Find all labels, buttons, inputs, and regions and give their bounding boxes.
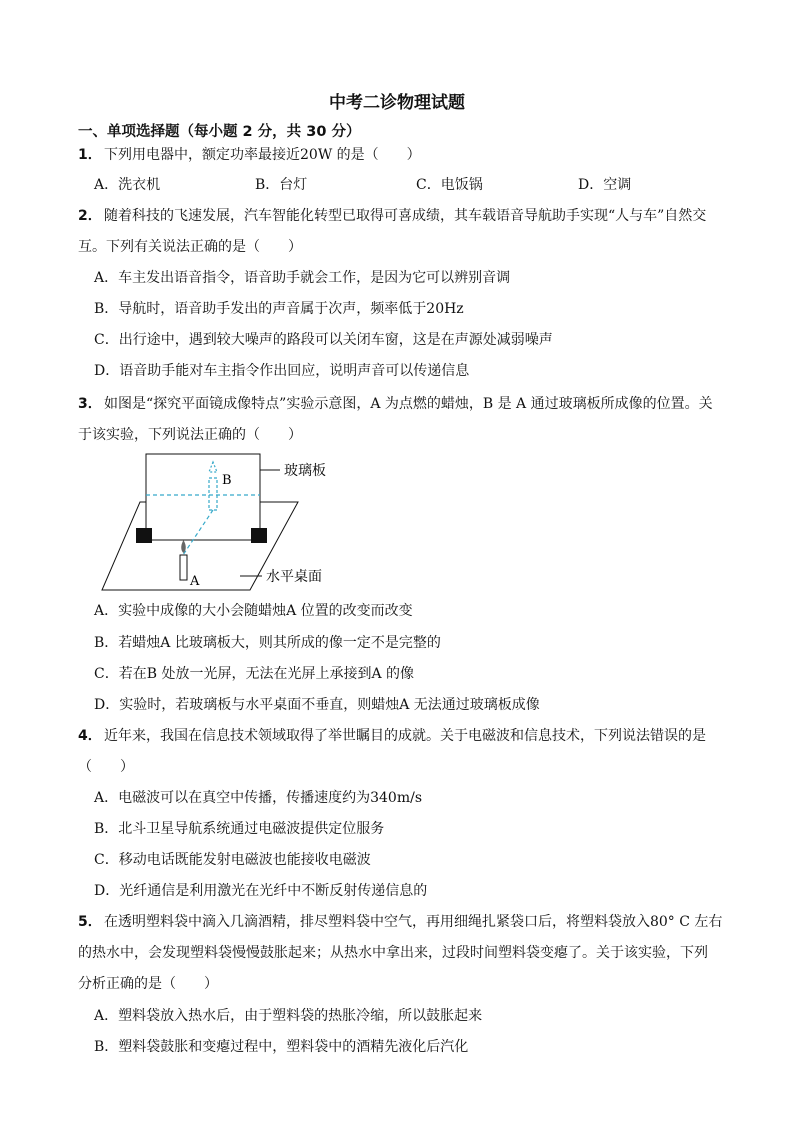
option-c: C．出行途中，遇到较大噪声的路段可以关闭车窗，这是在声源处减弱噪声 (94, 332, 553, 348)
question-2 (78, 206, 706, 226)
glass-plate (146, 454, 260, 540)
option-d: D．空调 (578, 177, 632, 193)
question-stem-line1: 近年来，我国在信息技术领域取得了举世瞩目的成就。关于电磁波和信息技术，下列说法错误的是 (104, 728, 706, 744)
option-d: D．语音助手能对车主指令作出回应，说明声音可以传递信息 (94, 363, 470, 379)
section-heading: 一、单项选择题（每小题 2 分，共 30 分） (78, 124, 361, 140)
question-stem-line2: 的热水中，会发现塑料袋慢慢鼓胀起来；从热水中拿出来，过段时间塑料袋变瘪了。关于该实验，下列 (78, 945, 708, 961)
option-b: B．台灯 (255, 177, 308, 193)
question-stem: 下列用电器中，额定功率最接近20W 的是（ ） (104, 147, 421, 163)
option-b: B．塑料袋鼓胀和变瘪过程中，塑料袋中的酒精先液化后汽化 (94, 1039, 469, 1055)
question-stem-line1: 在透明塑料袋中滴入几滴酒精，排尽塑料袋中空气，再用细绳扎紧袋口后，将塑料袋放入80° C 左右 (104, 914, 723, 930)
holder-right (251, 528, 267, 543)
question-stem-line1: 如图是“探究平面镜成像特点”实验示意图，A 为点燃的蜡烛，B 是 A 通过玻璃板所成像的位置。关 (104, 396, 713, 412)
question-number: 5． (78, 914, 102, 930)
option-b: B．北斗卫星导航系统通过电磁波提供定位服务 (94, 821, 385, 837)
plane-mirror-figure (90, 450, 350, 595)
question-3 (78, 394, 713, 414)
question-number: 3． (78, 396, 102, 412)
question-stem-line1: 随着科技的飞速发展，汽车智能化转型已取得可喜成绩，其车载语音导航助手实现“人与车”自然交 (104, 208, 707, 224)
question-stem-line2: 互。下列有关说法正确的是（ ） (78, 239, 302, 255)
question-1 (78, 145, 421, 165)
question-number: 1． (78, 147, 102, 163)
option-c: C．电饭锅 (416, 177, 483, 193)
option-a: A．车主发出语音指令，语音助手就会工作，是因为它可以辨别音调 (94, 270, 511, 286)
question-stem-line2: 于该实验，下列说法正确的（ ） (78, 427, 302, 443)
label-glass: 玻璃板 (284, 463, 326, 479)
option-a: A．电磁波可以在真空中传播，传播速度约为340m/s (94, 790, 423, 806)
page-title: 中考二诊物理试题 (329, 93, 465, 113)
option-a: A．塑料袋放入热水后，由于塑料袋的热胀冷缩，所以鼓胀起来 (94, 1008, 483, 1024)
option-c: C．若在B 处放一光屏，无法在光屏上承接到A 的像 (94, 666, 415, 682)
option-a: A．实验中成像的大小会随蜡烛A 位置的改变而改变 (94, 603, 413, 619)
question-number: 2． (78, 208, 102, 224)
option-b: B．若蜡烛A 比玻璃板大，则其所成的像一定不是完整的 (94, 635, 441, 651)
option-d: D．光纤通信是利用激光在光纤中不断反射传递信息的 (94, 883, 428, 899)
question-stem-line2: （ ） (78, 759, 134, 775)
option-d: D．实验时，若玻璃板与水平桌面不垂直，则蜡烛A 无法通过玻璃板成像 (94, 697, 540, 713)
question-5 (78, 912, 722, 932)
option-a: A．洗衣机 (94, 177, 161, 193)
label-table: 水平桌面 (266, 569, 322, 585)
candle-a (180, 555, 187, 580)
holder-left (136, 528, 152, 543)
question-stem-line3: 分析正确的是（ ） (78, 976, 218, 992)
label-a: A (190, 574, 200, 589)
question-number: 4． (78, 728, 102, 744)
option-b: B．导航时，语音助手发出的声音属于次声，频率低于20Hz (94, 301, 464, 317)
option-c: C．移动电话既能发射电磁波也能接收电磁波 (94, 852, 371, 868)
label-b: B (222, 473, 232, 488)
question-4 (78, 726, 706, 746)
